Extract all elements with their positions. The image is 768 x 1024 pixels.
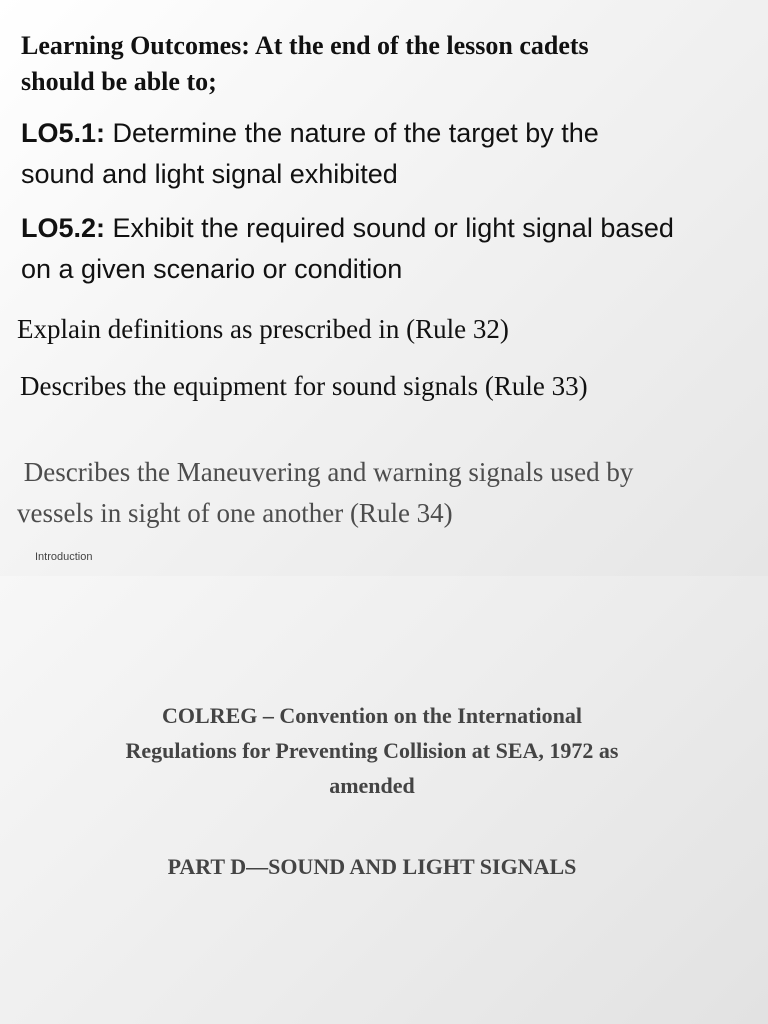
objective-rule-32: Explain definitions as prescribed in (Rule 32) (17, 314, 509, 344)
slide-footer: Introduction (35, 551, 93, 563)
colreg-title-line-2: Regulations for Preventing Collision at SEA, 1972 as (125, 738, 619, 763)
objective-rule-33: Describes the equipment for sound signals (Rule 33) (20, 371, 588, 401)
objective-rule-34-line-1: Describes the Maneuvering and warning signals used by (17, 457, 634, 487)
heading-line-2: should be able to; (21, 67, 217, 96)
colreg-title (60, 698, 684, 803)
learning-outcomes-heading (21, 28, 751, 100)
colreg-title-line-3: amended (329, 773, 415, 798)
learning-outcome-lo5-2 (21, 208, 751, 290)
lo5-1-code: LO5.1: (21, 118, 106, 148)
lo5-1-text-line-2: sound and light signal exhibited (21, 159, 398, 189)
colreg-title-line-1: COLREG – Convention on the International (162, 703, 582, 728)
learning-outcome-lo5-1 (21, 113, 751, 195)
heading-line-1: Learning Outcomes: At the end of the lesson cadets (21, 31, 589, 60)
lo5-1-text-line-1: Determine the nature of the target by the (105, 118, 599, 148)
objective-rule-34-line-2: vessels in sight of one another (Rule 34) (17, 498, 453, 528)
lo5-2-text-line-1: Exhibit the required sound or light signal based (105, 213, 674, 243)
part-d-heading: PART D—SOUND AND LIGHT SIGNALS (167, 854, 577, 879)
lo5-2-text-line-2: on a given scenario or condition (21, 254, 403, 284)
lo5-2-code: LO5.2: (21, 213, 106, 243)
objective-rule-34 (17, 452, 757, 534)
